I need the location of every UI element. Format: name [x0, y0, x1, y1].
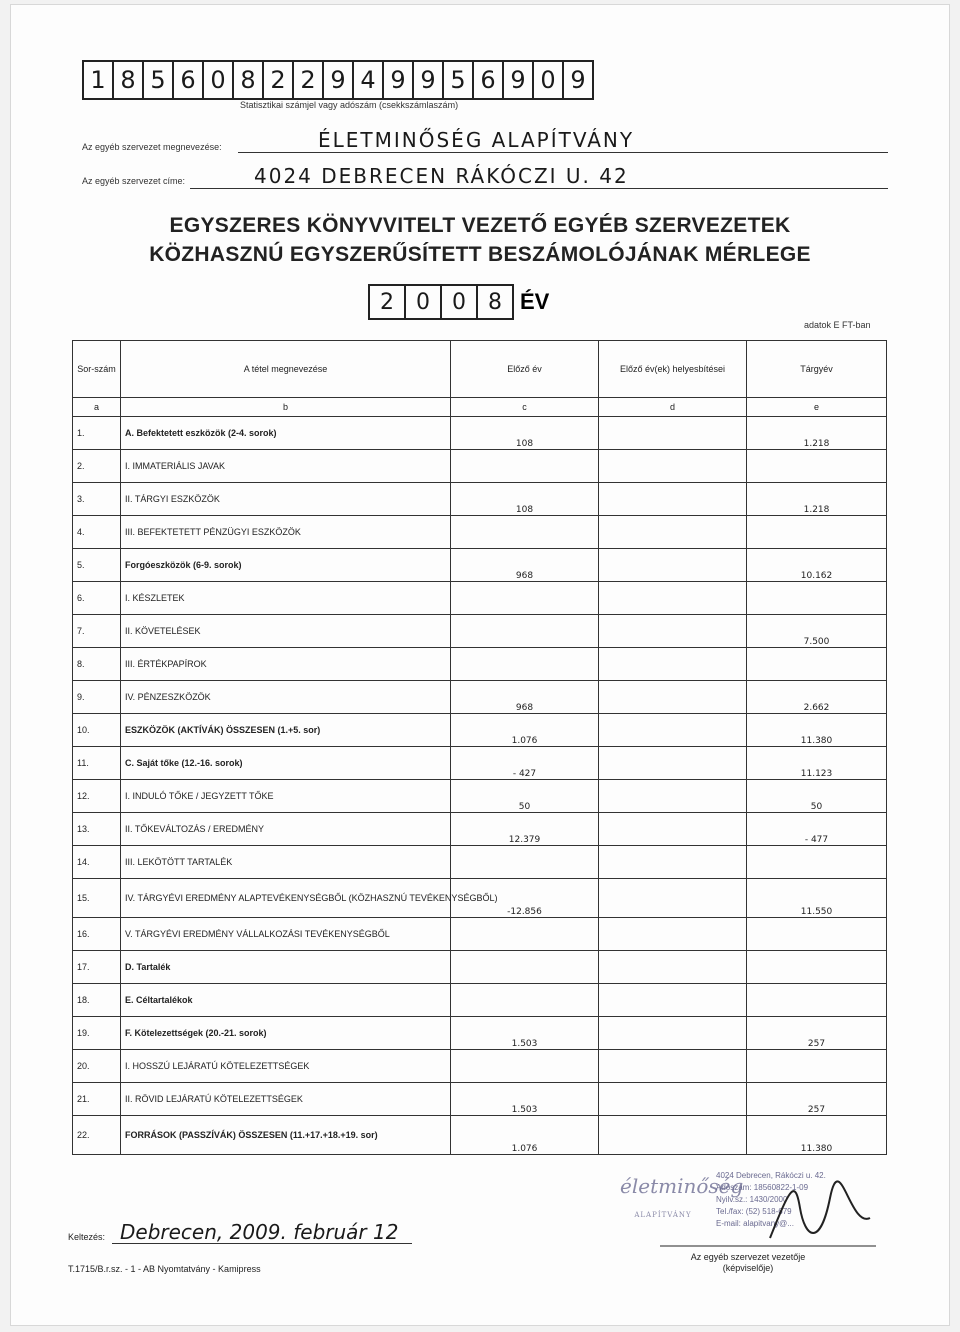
- previous-year-cell: 1.076: [451, 1116, 599, 1155]
- current-year-cell: 7.500: [747, 615, 887, 648]
- form-title-line1: EGYSZERES KÖNYVVITELT VEZETŐ EGYÉB SZERVEZETEK: [169, 214, 791, 237]
- table-row: [73, 1017, 887, 1050]
- item-name-cell: A. Befektetett eszközök (2-4. sorok): [121, 417, 451, 450]
- row-number-cell: 14.: [73, 846, 121, 879]
- item-name-cell: ESZKÖZÖK (AKTÍVÁK) ÖSSZESEN (1.+5. sor): [121, 714, 451, 747]
- table-row: [73, 813, 887, 846]
- row-number-cell: 15.: [73, 879, 121, 918]
- row-number-cell: 10.: [73, 714, 121, 747]
- row-number-cell: 22.: [73, 1116, 121, 1155]
- row-number-cell: 21.: [73, 1083, 121, 1116]
- item-name-cell: I. IMMATERIÁLIS JAVAK: [121, 450, 451, 483]
- previous-year-cell: [451, 450, 599, 483]
- row-number-cell: 9.: [73, 681, 121, 714]
- row-number-cell: 5.: [73, 549, 121, 582]
- current-year-cell: [747, 918, 887, 951]
- tax-digit-cell: 5: [142, 60, 174, 100]
- row-number-cell: 2.: [73, 450, 121, 483]
- correction-cell: [599, 747, 747, 780]
- correction-cell: [599, 648, 747, 681]
- correction-cell: [599, 879, 747, 918]
- item-name-cell: E. Céltartalékok: [121, 984, 451, 1017]
- correction-cell: [599, 813, 747, 846]
- row-number-cell: 7.: [73, 615, 121, 648]
- current-year-cell: [747, 951, 887, 984]
- header-current-year: Tárgyév: [747, 341, 887, 398]
- current-year-cell: [747, 450, 887, 483]
- signature-label: [668, 1252, 828, 1274]
- current-year-cell: [747, 984, 887, 1017]
- item-name-cell: I. KÉSZLETEK: [121, 582, 451, 615]
- tax-digit-cell: 4: [352, 60, 384, 100]
- table-row: [73, 648, 887, 681]
- item-name-cell: F. Kötelezettségek (20.-21. sorok): [121, 1017, 451, 1050]
- correction-cell: [599, 1050, 747, 1083]
- header-previous-year: Előző év: [451, 341, 599, 398]
- item-name-cell: II. TÁRGYI ESZKÖZÖK: [121, 483, 451, 516]
- correction-cell: [599, 1017, 747, 1050]
- tax-digit-cell: 6: [172, 60, 204, 100]
- unit-note: adatok E FT-ban: [804, 320, 871, 330]
- correction-cell: [599, 681, 747, 714]
- correction-cell: [599, 1083, 747, 1116]
- item-name-cell: FORRÁSOK (PASSZÍVÁK) ÖSSZESEN (11.+17.+18.+19. sor): [121, 1116, 451, 1155]
- row-number-cell: 6.: [73, 582, 121, 615]
- row-number-cell: 1.: [73, 417, 121, 450]
- tax-number-label: Statisztikai számjel vagy adószám (csekkszámlaszám): [240, 100, 459, 110]
- org-address-value: 4024 DEBRECEN RÁKÓCZI U. 42: [254, 164, 629, 188]
- stamp-line-1: 4024 Debrecen, Rákóczi u. 42.: [716, 1171, 826, 1180]
- table-row: [73, 1116, 887, 1155]
- item-name-cell: I. HOSSZÚ LEJÁRATÚ KÖTELEZETTSÉGEK: [121, 1050, 451, 1083]
- table-row: [73, 846, 887, 879]
- balance-sheet-table: [72, 340, 887, 1155]
- row-number-cell: 16.: [73, 918, 121, 951]
- previous-year-cell: 968: [451, 549, 599, 582]
- table-row: [73, 714, 887, 747]
- current-year-cell: [747, 1050, 887, 1083]
- table-row: [73, 780, 887, 813]
- col-letter-d: d: [599, 398, 747, 417]
- table-row: [73, 582, 887, 615]
- previous-year-cell: 12.379: [451, 813, 599, 846]
- current-year-cell: 257: [747, 1083, 887, 1116]
- tax-digit-cell: 9: [382, 60, 414, 100]
- current-year-cell: 1.218: [747, 417, 887, 450]
- table-row: [73, 450, 887, 483]
- table-row: [73, 918, 887, 951]
- org-name-value: ÉLETMINŐSÉG ALAPÍTVÁNY: [318, 128, 635, 152]
- previous-year-cell: [451, 615, 599, 648]
- item-name-cell: IV. PÉNZESZKÖZÖK: [121, 681, 451, 714]
- tax-digit-cell: 8: [232, 60, 264, 100]
- correction-cell: [599, 918, 747, 951]
- row-number-cell: 12.: [73, 780, 121, 813]
- previous-year-cell: - 427: [451, 747, 599, 780]
- previous-year-cell: 1.503: [451, 1083, 599, 1116]
- date-label: Keltezés:: [68, 1232, 106, 1242]
- item-name-cell: Forgóeszközök (6-9. sorok): [121, 549, 451, 582]
- item-name-cell: II. KÖVETELÉSEK: [121, 615, 451, 648]
- col-letter-e: e: [747, 398, 887, 417]
- correction-cell: [599, 780, 747, 813]
- current-year-cell: 11.380: [747, 714, 887, 747]
- tax-digit-cell: 9: [502, 60, 534, 100]
- table-row: [73, 984, 887, 1017]
- item-name-cell: II. TŐKEVÁLTOZÁS / EREDMÉNY: [121, 813, 451, 846]
- item-name-cell: III. ÉRTÉKPAPÍROK: [121, 648, 451, 681]
- org-name-label: Az egyéb szervezet megnevezése:: [82, 142, 222, 152]
- year-digit-cell: 0: [404, 284, 442, 320]
- previous-year-cell: 108: [451, 417, 599, 450]
- current-year-cell: [747, 582, 887, 615]
- current-year-cell: [747, 516, 887, 549]
- correction-cell: [599, 1116, 747, 1155]
- row-number-cell: 13.: [73, 813, 121, 846]
- tax-digit-cell: 9: [322, 60, 354, 100]
- tax-digit-cell: 1: [82, 60, 114, 100]
- signature-label-line2: (képviselője): [722, 1263, 774, 1273]
- row-number-cell: 17.: [73, 951, 121, 984]
- previous-year-cell: [451, 984, 599, 1017]
- tax-digit-cell: 2: [292, 60, 324, 100]
- header-corrections: Előző év(ek) helyesbítései: [599, 341, 747, 398]
- organization-stamp: [620, 1168, 880, 1250]
- row-number-cell: 4.: [73, 516, 121, 549]
- stamp-line-3: Nyilv.sz.: 1430/2000: [716, 1195, 788, 1204]
- row-number-cell: 11.: [73, 747, 121, 780]
- table-row: [73, 615, 887, 648]
- previous-year-cell: [451, 918, 599, 951]
- item-name-cell: IV. TÁRGYÉVI EREDMÉNY ALAPTEVÉKENYSÉGBŐL (KÖZHASZNÚ TEVÉKENYSÉGBŐL): [121, 879, 451, 918]
- tax-digit-cell: 8: [112, 60, 144, 100]
- previous-year-cell: [451, 1050, 599, 1083]
- org-address-rule: [190, 188, 888, 189]
- correction-cell: [599, 846, 747, 879]
- current-year-cell: 50: [747, 780, 887, 813]
- row-number-cell: 20.: [73, 1050, 121, 1083]
- col-letter-a: a: [73, 398, 121, 417]
- table-row: [73, 1083, 887, 1116]
- current-year-cell: 1.218: [747, 483, 887, 516]
- previous-year-cell: 108: [451, 483, 599, 516]
- previous-year-cell: 968: [451, 681, 599, 714]
- year-boxes: [368, 284, 549, 320]
- org-address-label: Az egyéb szervezet címe:: [82, 176, 186, 186]
- stamp-logo-sub: ALAPÍTVÁNY: [634, 1211, 692, 1219]
- row-number-cell: 8.: [73, 648, 121, 681]
- row-number-cell: 18.: [73, 984, 121, 1017]
- col-letter-c: c: [451, 398, 599, 417]
- current-year-cell: 11.380: [747, 1116, 887, 1155]
- year-digit-cell: 2: [368, 284, 406, 320]
- table-row: [73, 681, 887, 714]
- correction-cell: [599, 615, 747, 648]
- year-digit-cell: 0: [440, 284, 478, 320]
- correction-cell: [599, 450, 747, 483]
- correction-cell: [599, 516, 747, 549]
- correction-cell: [599, 984, 747, 1017]
- header-row-number: Sor-szám: [73, 341, 121, 398]
- row-number-cell: 3.: [73, 483, 121, 516]
- current-year-cell: 11.550: [747, 879, 887, 918]
- item-name-cell: III. BEFEKTETETT PÉNZÜGYI ESZKÖZÖK: [121, 516, 451, 549]
- tax-digit-cell: 2: [262, 60, 294, 100]
- correction-cell: [599, 582, 747, 615]
- previous-year-cell: 1.076: [451, 714, 599, 747]
- tax-digit-cell: 9: [562, 60, 594, 100]
- correction-cell: [599, 714, 747, 747]
- tax-digit-cell: 5: [442, 60, 474, 100]
- correction-cell: [599, 483, 747, 516]
- item-name-cell: I. INDULÓ TŐKE / JEGYZETT TŐKE: [121, 780, 451, 813]
- previous-year-cell: 50: [451, 780, 599, 813]
- current-year-cell: 257: [747, 1017, 887, 1050]
- current-year-cell: [747, 648, 887, 681]
- year-digit-cell: 8: [476, 284, 514, 320]
- stamp-line-4: Tel./fax: (52) 518-679: [716, 1207, 792, 1216]
- table-row: [73, 747, 887, 780]
- previous-year-cell: [451, 951, 599, 984]
- form-title-line2: KÖZHASZNÚ EGYSZERŰSÍTETT BESZÁMOLÓJÁNAK MÉRLEGE: [149, 243, 811, 266]
- previous-year-cell: [451, 516, 599, 549]
- org-name-rule: [238, 152, 888, 153]
- header-item-name: A tétel megnevezése: [121, 341, 451, 398]
- table-row: [73, 483, 887, 516]
- col-letter-b: b: [121, 398, 451, 417]
- item-name-cell: II. RÖVID LEJÁRATÚ KÖTELEZETTSÉGEK: [121, 1083, 451, 1116]
- stamp-line-5: E-mail: alapitvany@...: [716, 1219, 794, 1228]
- stamp-line-2: Adószám: 18560822-1-09: [716, 1183, 809, 1192]
- table-row: [73, 417, 887, 450]
- tax-digit-cell: 6: [472, 60, 504, 100]
- signature-scribble: [620, 1168, 880, 1250]
- item-name-cell: D. Tartalék: [121, 951, 451, 984]
- stamp-logo: életminőség: [620, 1174, 744, 1198]
- table-row: [73, 549, 887, 582]
- tax-number-boxes: [82, 60, 592, 100]
- correction-cell: [599, 549, 747, 582]
- current-year-cell: 2.662: [747, 681, 887, 714]
- current-year-cell: 10.162: [747, 549, 887, 582]
- table-row: [73, 1050, 887, 1083]
- table-row: [73, 951, 887, 984]
- form-code: T.1715/B.r.sz. - 1 - AB Nyomtatvány - Kamipress: [68, 1264, 261, 1274]
- previous-year-cell: [451, 648, 599, 681]
- current-year-cell: 11.123: [747, 747, 887, 780]
- tax-digit-cell: 9: [412, 60, 444, 100]
- year-suffix: ÉV: [520, 289, 550, 314]
- table-row: [73, 516, 887, 549]
- row-number-cell: 19.: [73, 1017, 121, 1050]
- correction-cell: [599, 951, 747, 984]
- signature-label-line1: Az egyéb szervezet vezetője: [690, 1252, 806, 1262]
- previous-year-cell: -12.856: [451, 879, 599, 918]
- current-year-cell: [747, 846, 887, 879]
- item-name-cell: V. TÁRGYÉVI EREDMÉNY VÁLLALKOZÁSI TEVÉKENYSÉGBŐL: [121, 918, 451, 951]
- tax-digit-cell: 0: [532, 60, 564, 100]
- previous-year-cell: [451, 846, 599, 879]
- previous-year-cell: [451, 582, 599, 615]
- previous-year-cell: 1.503: [451, 1017, 599, 1050]
- item-name-cell: III. LEKÖTÖTT TARTALÉK: [121, 846, 451, 879]
- table-row: [73, 879, 887, 918]
- current-year-cell: - 477: [747, 813, 887, 846]
- tax-digit-cell: 0: [202, 60, 234, 100]
- item-name-cell: C. Saját tőke (12.-16. sorok): [121, 747, 451, 780]
- date-value: Debrecen, 2009. február 12: [120, 1220, 399, 1244]
- correction-cell: [599, 417, 747, 450]
